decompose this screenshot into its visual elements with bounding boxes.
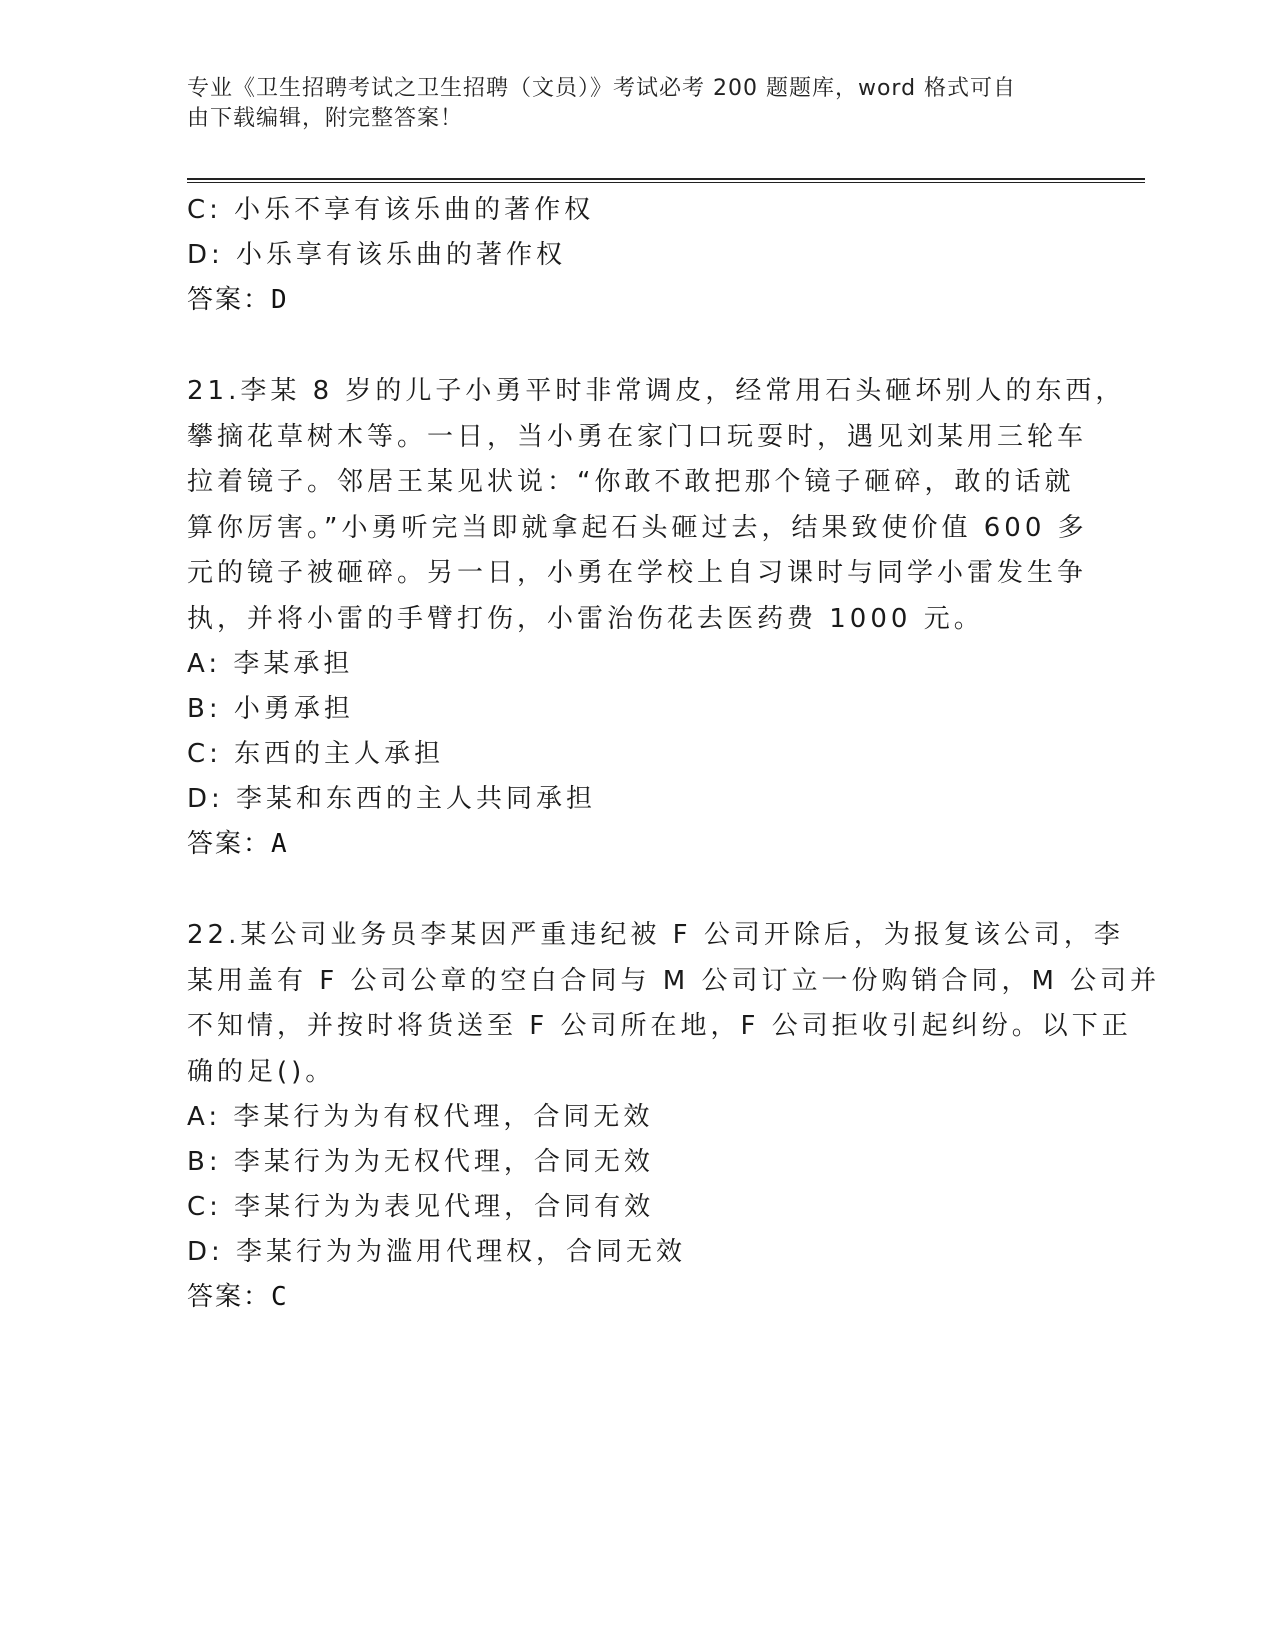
- option-c: C: 小乐不享有该乐曲的著作权: [187, 195, 595, 225]
- option-a: A: 李某承担: [187, 649, 354, 679]
- question-21: [187, 369, 1126, 867]
- answer-key: A: [271, 829, 287, 859]
- answer-line: [187, 278, 1087, 323]
- question-text-line: 不知情，并按时将货送至 F 公司所在地，F 公司拒收引起纠纷。以下正: [187, 1011, 1132, 1041]
- option-c: C: 东西的主人承担: [187, 739, 445, 769]
- question-text-line: 22.某公司业务员李某因严重违纪被 F 公司开除后，为报复该公司，李: [187, 920, 1124, 950]
- page-header: [187, 74, 1067, 134]
- option-b: B: 小勇承担: [187, 694, 354, 724]
- answer-key: D: [271, 285, 287, 315]
- question-text-line: 某用盖有 F 公司公章的空白合同与 M 公司订立一份购销合同，M 公司并: [187, 965, 1161, 996]
- option-d: D: 李某和东西的主人共同承担: [187, 784, 597, 814]
- option-d: D: 李某行为为滥用代理权，合同无效: [187, 1237, 687, 1267]
- spacer: [187, 867, 1087, 913]
- option-c: C: 李某行为为表见代理，合同有效: [187, 1192, 655, 1222]
- option-d: D: 小乐享有该乐曲的著作权: [187, 240, 567, 270]
- header-line-2: 由下载编辑，附完整答案！: [187, 106, 464, 131]
- question-text-line: 算你厉害。”小勇听完当即就拿起石头砸过去，结果致使价值 600 多: [187, 512, 1088, 543]
- document-body: [187, 188, 1161, 1320]
- question-text-line: 确的足()。: [187, 1056, 336, 1087]
- question-text-line: 执，并将小雷的手臂打伤，小雷治伤花去医药费 1000 元。: [187, 603, 984, 634]
- question-text: [187, 913, 1161, 1095]
- question-text-line: 拉着镜子。邻居王某见状说：“你敢不敢把那个镜子砸碎，敢的话就: [187, 467, 1075, 497]
- answer-label: 答案：: [187, 829, 272, 859]
- question-text-line: 攀摘花草树木等。一日，当小勇在家门口玩耍时，遇见刘某用三轮车: [187, 421, 1088, 452]
- header-line-1: 专业《卫生招聘考试之卫生招聘（文员）》考试必考 200 题题库，word 格式可自: [187, 76, 1017, 101]
- answer-line: [187, 1275, 1087, 1320]
- answer-label: 答案：: [187, 285, 272, 315]
- question-text: [187, 369, 1126, 642]
- option-b: B: 李某行为为无权代理，合同无效: [187, 1147, 654, 1177]
- option-a: A: 李某行为为有权代理，合同无效: [187, 1102, 654, 1132]
- header-divider: [187, 178, 1145, 183]
- previous-question-tail: [187, 188, 1087, 323]
- answer-line: [187, 822, 1087, 867]
- question-22: [187, 913, 1161, 1320]
- answer-label: 答案：: [187, 1282, 272, 1312]
- question-text-line: 元的镜子被砸碎。另一日，小勇在学校上自习课时与同学小雷发生争: [187, 558, 1088, 588]
- spacer: [187, 323, 1087, 369]
- answer-key: C: [271, 1282, 287, 1312]
- question-text-line: 21.李某 8 岁的儿子小勇平时非常调皮，经常用石头砸坏别人的东西，: [187, 376, 1126, 406]
